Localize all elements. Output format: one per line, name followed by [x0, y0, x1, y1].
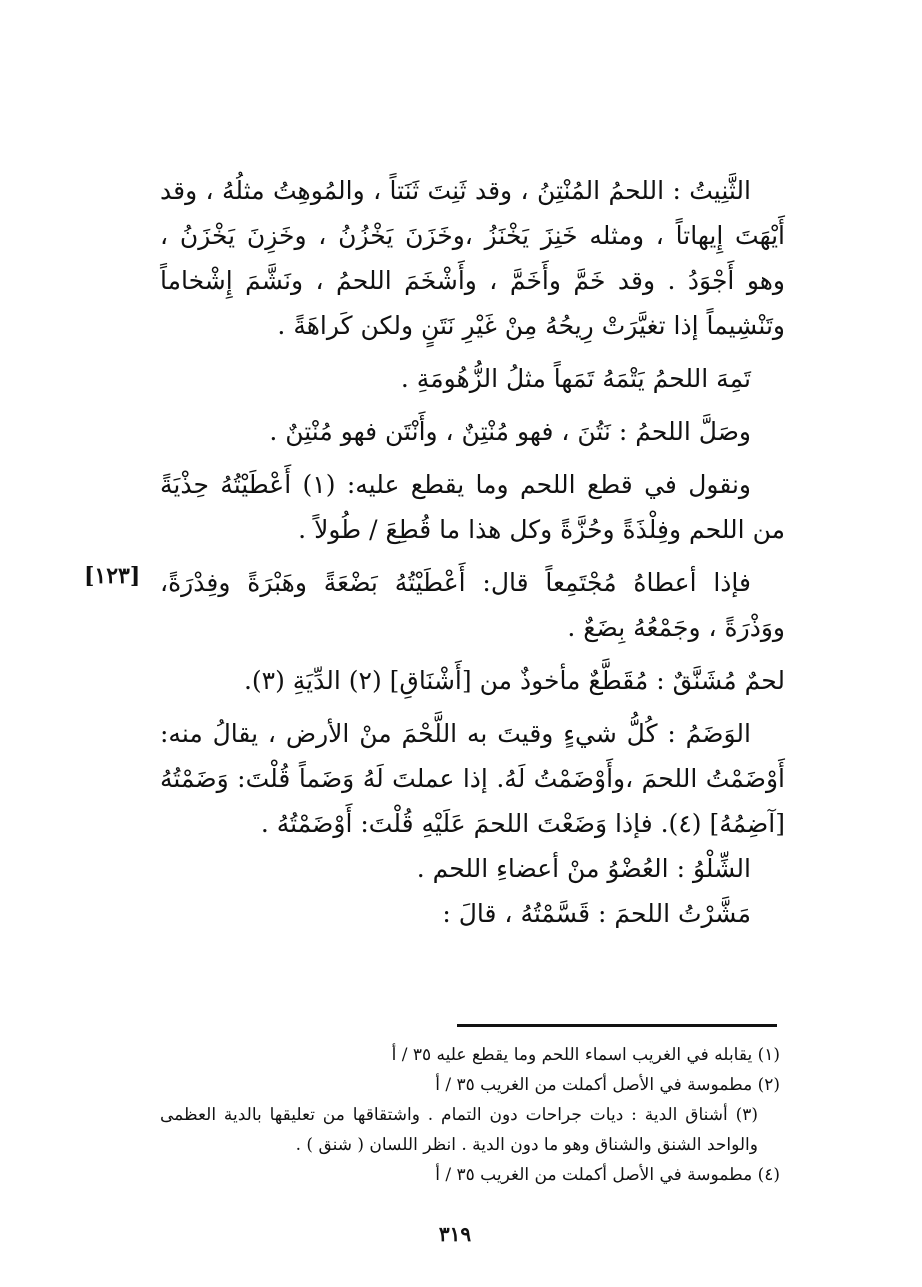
footnote-2: (٢) مطموسة في الأصل أكملت من الغريب ٣٥ / أ	[435, 1075, 780, 1095]
margin-folio-number: [١٢٣]	[84, 563, 141, 589]
footnote-4: (٤) مطموسة في الأصل أكملت من الغريب ٣٥ / أ	[435, 1165, 780, 1185]
footnote-separator-rule	[457, 1024, 777, 1027]
paragraph-tamiha: تَمِهَ اللحمُ يَتْمَهُ تَمَهاً مثلُ الزُّهُومَةِ .	[400, 364, 751, 393]
footnotes	[160, 1040, 780, 1190]
main-text	[160, 168, 785, 936]
page-number: ٣١٩	[438, 1222, 472, 1246]
paragraph-thanit: الثَّنِيتُ : اللحمُ المُنْتِنُ ، وقد ثَنِتَ ثَنَتاً ، والمُوهِتُ مثلُهُ ، وقد أَيْهَتَ إِيهاتاً ، ومثله خَنِزَ يَخْنَزُ ،وخَزَنَ يَخْزُنُ ، وخَزِنَ يَخْزَنُ ، وهو أَجْوَدُ . وقد خَمَّ وأَخَمَّ ، وأَشْخَمَ اللحمُ ، ونَشَّمَ إِشْخاماً وتَنْشِيماً إذا تغيَّرَتْ رِيحُهُ مِنْ غَيْرِ نَتَنٍ ولكن كَراهَةً .	[160, 176, 785, 340]
paragraph-wadam: الوَضَمُ : كُلُّ شيءٍ وقيتَ به اللَّحْمَ منْ الأرض ، يقالُ منه: أَوْضَمْتُ اللحمَ ،وأَوْضَمْتُ لَهُ. إذا عملتَ لَهُ وَضَماً قُلْتَ: وَضَمْتُهُ [آضِمُهُ] (٤). فإذا وَضَعْتَ اللحمَ عَلَيْهِ قُلْتَ: أَوْضَمْتُهُ .	[160, 719, 785, 838]
paragraph-salla: وصَلَّ اللحمُ : نَتُنَ ، فهو مُنْتِنٌ ، وأَنْتَن فهو مُنْتِنٌ .	[269, 417, 751, 446]
paragraph-given-whole: فإذا أعطاهُ مُجْتَمِعاً قال: أَعْطَيْتُهُ بَضْعَةً وهَبْرَةً وفِدْرَةً، ووَذْرَةً ، وجَمْعُهُ بِضَعٌ .	[160, 568, 785, 642]
paragraph-mushannaq: لحمٌ مُشَنَّقٌ : مُقَطَّعٌ مأخوذٌ من [أَشْنَاقِ] (٢) الدِّيَةِ (٣).	[243, 666, 785, 695]
footnote-3: (٣) أشناق الدية : ديات جراحات دون التمام . واشتقاقها من تعليقها بالدية العظمى والواحد الشنق والشناق وهو ما دون الدية . انظر اللسان ( شنق ) .	[160, 1105, 758, 1155]
paragraph-shilw: الشِّلْوُ : العُضْوُ منْ أعضاءِ اللحم .	[416, 854, 751, 883]
paragraph-meat-cutting: ونقول في قطع اللحم وما يقطع عليه: (١) أَعْطَيْتُهُ حِذْيَةً من اللحم وفِلْذَةً وحُزَّةً وكل هذا ما قُطِعَ / طُولاً .	[160, 470, 785, 544]
footnote-1: (١) يقابله في الغريب اسماء اللحم وما يقطع عليه ٣٥ / أ	[391, 1045, 780, 1065]
paragraph-mashshartu: مَشَّرْتُ اللحمَ : قَسَّمْتُهُ ، قالَ :	[442, 899, 751, 928]
